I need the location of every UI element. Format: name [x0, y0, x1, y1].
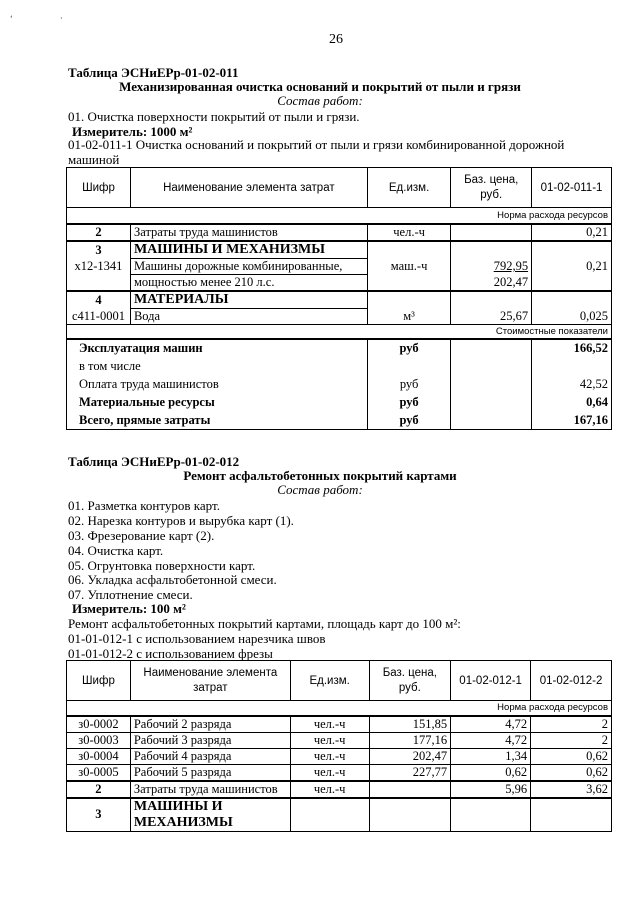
header-code: Шифр: [67, 661, 131, 701]
cost-label: Стоимостные показатели: [67, 325, 612, 339]
row-value: 0,21: [532, 224, 612, 241]
cost-unit: руб: [367, 339, 451, 358]
row-code: з0-0005: [67, 764, 131, 781]
row-value-1: 1,34: [451, 748, 531, 764]
row-code: 3: [67, 241, 131, 259]
cost-unit: руб: [367, 412, 451, 430]
row-code: з0-0004: [67, 748, 131, 764]
page-number: 26: [329, 32, 343, 47]
table2-work-item: 04. Очистка карт.: [68, 543, 164, 558]
row-value-2: 3,62: [531, 781, 612, 798]
row-name: Рабочий 2 разряда: [130, 716, 290, 733]
cost-value: 167,16: [532, 412, 612, 430]
row-unit: чел.-ч: [290, 732, 369, 748]
table1-description: 01-02-011-1 Очистка оснований и покрытий от пыли и грязи комбинированной дорожной машиной: [68, 137, 565, 167]
table2-composition: Состав работ:: [277, 482, 363, 497]
cost-unit: руб: [367, 394, 451, 412]
cost-value: 42,52: [532, 375, 612, 394]
header-unit: Ед.изм.: [290, 661, 369, 701]
cost-value: 0,64: [532, 394, 612, 412]
table2-work-item: 06. Укладка асфальтобетонной смеси.: [68, 572, 277, 587]
cost-unit: руб: [367, 375, 451, 394]
row-price: [369, 781, 451, 798]
row-code: 4: [67, 291, 131, 309]
table2-work-item: 03. Фрезерование карт (2).: [68, 528, 215, 543]
row-unit: чел.-ч: [367, 224, 451, 241]
table1: [66, 167, 612, 430]
row-code: 2: [67, 224, 131, 241]
table2-subtitle: Ремонт асфальтобетонных покрытий картами: [183, 468, 457, 483]
cost-name: в том числе: [67, 358, 368, 375]
row-code: 2: [67, 781, 131, 798]
table2-work-item: 02. Нарезка контуров и вырубка карт (1).: [68, 513, 294, 528]
row-price: 227,77: [369, 764, 451, 781]
row-unit: чел.-ч: [290, 716, 369, 733]
row-price-2: 202,47: [451, 275, 532, 292]
row-price: 792,95: [451, 259, 532, 275]
table1-title: Таблица ЭСНиЕРр-01-02-011: [68, 65, 239, 80]
row-unit: маш.-ч: [367, 259, 451, 275]
row-value-1: 5,96: [451, 781, 531, 798]
row-value-1: 4,72: [451, 732, 531, 748]
header-name: Наименование элемента затрат: [130, 168, 367, 208]
row-value-2: 2: [531, 716, 612, 733]
header-price: Баз. цена, руб.: [451, 168, 532, 208]
row-code: 3: [67, 798, 131, 832]
row-value-2: 0,62: [531, 748, 612, 764]
row-price: 202,47: [369, 748, 451, 764]
row-value-2: 2: [531, 732, 612, 748]
row-name: Вода: [130, 309, 367, 325]
table2-work-item: 01. Разметка контуров карт.: [68, 498, 220, 513]
table2: [66, 660, 612, 832]
scan-mark: ‘: [10, 14, 13, 23]
cost-name: Всего, прямые затраты: [67, 412, 368, 430]
row-value-2: 0,62: [531, 764, 612, 781]
header-col2: 01-02-012-2: [531, 661, 612, 701]
table2-meter: Измеритель: 100 м²: [72, 601, 186, 616]
row-name: Рабочий 4 разряда: [130, 748, 290, 764]
norm-label: Норма расхода ресурсов: [67, 208, 612, 224]
table2-variant: 01-01-012-2 с использованием фрезы: [68, 646, 273, 661]
row-unit: м³: [367, 309, 451, 325]
section-title: МАТЕРИАЛЫ: [130, 291, 367, 309]
row-price: 177,16: [369, 732, 451, 748]
header-col1: 01-02-011-1: [532, 168, 612, 208]
table2-title: Таблица ЭСНиЕРр-01-02-012: [68, 454, 240, 469]
table2-variant: 01-01-012-1 с использованием нарезчика швов: [68, 631, 326, 646]
row-value: 0,21: [532, 259, 612, 275]
table2-description: Ремонт асфальтобетонных покрытий картами, площадь карт до 100 м²:: [68, 616, 461, 631]
row-value-1: 4,72: [451, 716, 531, 733]
cost-name: Материальные ресурсы: [67, 394, 368, 412]
row-price: 151,85: [369, 716, 451, 733]
row-name: Затраты труда машинистов: [130, 781, 290, 798]
row-name: Машины дорожные комбинированные,: [130, 259, 367, 275]
header-unit: Ед.изм.: [367, 168, 451, 208]
row-unit: чел.-ч: [290, 764, 369, 781]
row-value: 0,025: [532, 309, 612, 325]
row-name: Рабочий 3 разряда: [130, 732, 290, 748]
row-code: з0-0002: [67, 716, 131, 733]
table1-subtitle: Механизированная очистка оснований и покрытий от пыли и грязи: [119, 79, 521, 94]
cost-name: Эксплуатация машин: [67, 339, 368, 358]
row-name: Рабочий 5 разряда: [130, 764, 290, 781]
norm-label: Норма расхода ресурсов: [67, 701, 612, 716]
row-price: [451, 224, 532, 241]
table1-meter: Измеритель: 1000 м²: [72, 124, 193, 139]
table2-work-item: 05. Огрунтовка поверхности карт.: [68, 558, 256, 573]
row-unit: чел.-ч: [290, 781, 369, 798]
header-name: Наименование элемента затрат: [130, 661, 290, 701]
cost-value: 166,52: [532, 339, 612, 358]
row-unit: чел.-ч: [290, 748, 369, 764]
row-name-cont: мощностью менее 210 л.с.: [130, 275, 367, 292]
row-value-1: 0,62: [451, 764, 531, 781]
row-code: з0-0003: [67, 732, 131, 748]
header-code: Шифр: [67, 168, 131, 208]
table1-composition: Состав работ:: [277, 93, 363, 108]
row-code: с411-0001: [67, 309, 131, 325]
scan-mark: ·: [60, 14, 63, 23]
header-col1: 01-02-012-1: [451, 661, 531, 701]
row-code: х12-1341: [67, 259, 131, 275]
table2-work-item: 07. Уплотнение смеси.: [68, 587, 193, 602]
cost-name: Оплата труда машинистов: [67, 375, 368, 394]
row-name: Затраты труда машинистов: [130, 224, 367, 241]
header-price: Баз. цена, руб.: [369, 661, 451, 701]
section-title: МАШИНЫ И МЕХАНИЗМЫ: [130, 798, 290, 832]
section-title: МАШИНЫ И МЕХАНИЗМЫ: [130, 241, 367, 259]
row-price: 25,67: [451, 309, 532, 325]
table1-work-item: 01. Очистка поверхности покрытий от пыли и грязи.: [68, 109, 360, 124]
